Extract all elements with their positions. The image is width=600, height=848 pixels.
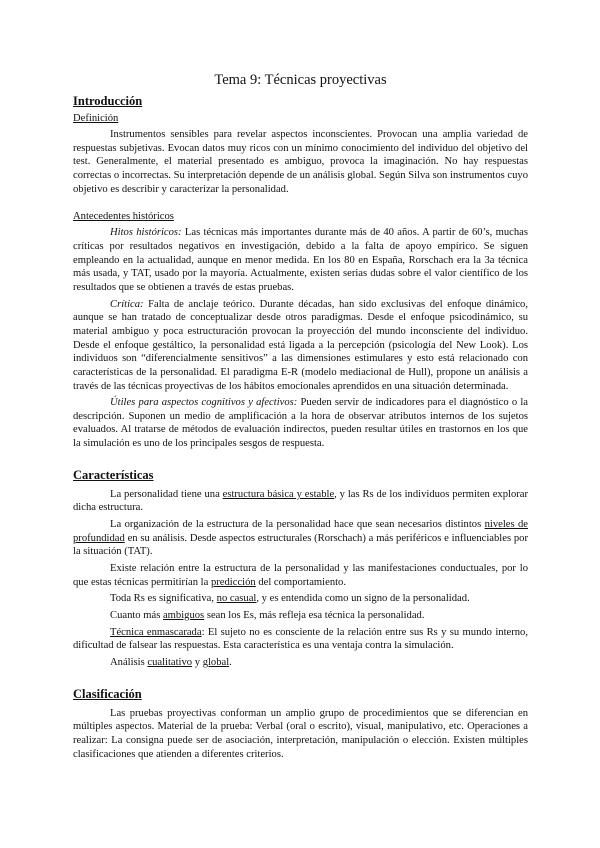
underlined-term: predicción: [210, 576, 256, 588]
section-heading-introduccion: Introducción: [73, 94, 143, 108]
text: del comportamiento.: [255, 576, 347, 588]
underlined-term: global: [202, 657, 230, 668]
underlined-term: no casual: [216, 593, 257, 605]
text: y: [192, 657, 203, 668]
text: Análisis: [110, 657, 148, 668]
section-heading-clasificacion: Clasificación: [73, 686, 142, 701]
underlined-term: estructura básica y estable: [222, 488, 335, 500]
subheading-definicion: Definición: [73, 113, 119, 124]
text: Existe relación entre la estructura de la personalidad y las manifestaciones conductuales, por lo que estas técnicas permitirían la: [73, 563, 528, 588]
paragraph-utiles: [73, 396, 528, 451]
subheading-antecedentes: Antecedentes históricos: [73, 211, 174, 223]
paragraph-feature-6: [73, 626, 528, 653]
underlined-term: Técnica enmascarada: [110, 626, 202, 638]
text: en su análisis. Desde aspectos estructurales (Rorschach) a más periféricos e influenciables por la situación (TAT).: [73, 532, 528, 558]
text: sean los Es, más refleja esa técnica la personalidad.: [204, 610, 425, 622]
document-page: [73, 72, 528, 764]
paragraph-definicion: Instrumentos sensibles para revelar aspectos inconscientes. Provocan una amplia variedad de respuestas subjetivas. Evocan datos muy ricos con un mínimo conocimiento del individuo del objetivo del test. Generalmente, el material presentado es ambiguo, provoca la imaginación. No hay respuestas correctas o incorrectas. Su interpretación depende de un análisis global. Según Silva son instrumentos cuyo objetivo es describir y caracterizar la personalidad.: [73, 129, 528, 195]
page-title: Tema 9: Técnicas proyectivas: [214, 72, 387, 88]
text-utiles: Pueden servir de indicadores para el diagnóstico o la descripción. Suponen un medio de amplificación a la hora de observar atributos internos de los sujetos evaluados. Al tratarse de métodos de evaluación indirectos, pueden resultar útiles en trastornos en los que la simulación es uno de los principales sesgos de respuesta.: [73, 397, 528, 450]
paragraph-feature-1: [73, 488, 528, 515]
text: La personalidad tiene una: [110, 488, 223, 500]
label-utiles: Útiles para aspectos cognitivos y afectivos:: [110, 397, 298, 409]
text: Toda Rs es significativa,: [110, 593, 217, 605]
paragraph-clasificacion: Las pruebas proyectivas conforman un amplio grupo de procedimientos que se diferencian en múltiples aspectos. Material de la prueba: Verbal (oral o escrito), visual, manipulativo, etc. Operaciones a realizar: La consigna puede ser de asociación, interpretación, manipulación o elección. Existen múltiples clasificaciones que atienden a diferentes criterios.: [73, 707, 528, 760]
text-hitos: Las técnicas más importantes durante más de 40 años. A partir de 60’s, muchas críticas por resultados negativos en investigación, debido a la falta de apoyo empírico. Se siguen empleando en la actualidad, aunque en menor medida. En los 80 en España, Rorschach era la 3a técnica más usada, y TAT, usado por la mayoría. Actualmente, existen serias dudas sobre el valor científico de los resultados que se obtienen a través de estas pruebas.: [73, 227, 528, 293]
underlined-term: cualitativo: [147, 657, 193, 668]
text: .: [229, 657, 232, 668]
paragraph-hitos: [73, 226, 528, 294]
text: La organización de la estructura de la personalidad hace que sean necesarios distintos: [110, 519, 485, 531]
text-critica: Falta de anclaje teórico. Durante décadas, han sido exclusivas del enfoque dinámico, aunque se han tratado de conceptualizar desde otros paradigmas. Desde el enfoque psicodinámico, su material ambiguo y poca estructuración provocan la proyección del mundo inconsciente del individuo. Desde el enfoque gestáltico, la personalidad está ligada a la percepción (psicología del New Look). Los individuos son “diferencialmente sensitivos” a las dimensiones estimulares y esto está relacionado con características de la personalidad. El paradigma E-R (modelo mediacional de Hull), propone un análisis a través de las técnicas proyectivas de los hábitos emocionales aprendidos en una situación determinada.: [73, 298, 528, 392]
paragraph-critica: [73, 298, 528, 394]
underlined-term: niveles de profundidad: [73, 519, 528, 544]
label-critica: Crítica:: [110, 298, 144, 310]
text: : El sujeto no es consciente de la relación entre sus Rs y su mundo interno, dificultad de falsear las respuestas. Esta característica es una ventaja contra la simulación.: [73, 626, 528, 652]
underlined-term: ambiguos: [162, 610, 205, 622]
paragraph-feature-3: [73, 562, 528, 589]
label-hitos: Hitos históricos:: [110, 227, 182, 239]
text: , y las Rs de los individuos permiten explorar dicha estructura.: [73, 488, 529, 514]
paragraph-feature-4: [73, 592, 528, 606]
text: , y es entendida como un signo de la personalidad.: [256, 593, 470, 605]
paragraph-feature-2: [73, 518, 528, 559]
text: Cuanto más: [110, 610, 163, 622]
paragraph-feature-7: [73, 656, 528, 670]
paragraph-feature-5: [73, 609, 528, 623]
section-heading-caracteristicas: Características: [73, 467, 154, 482]
